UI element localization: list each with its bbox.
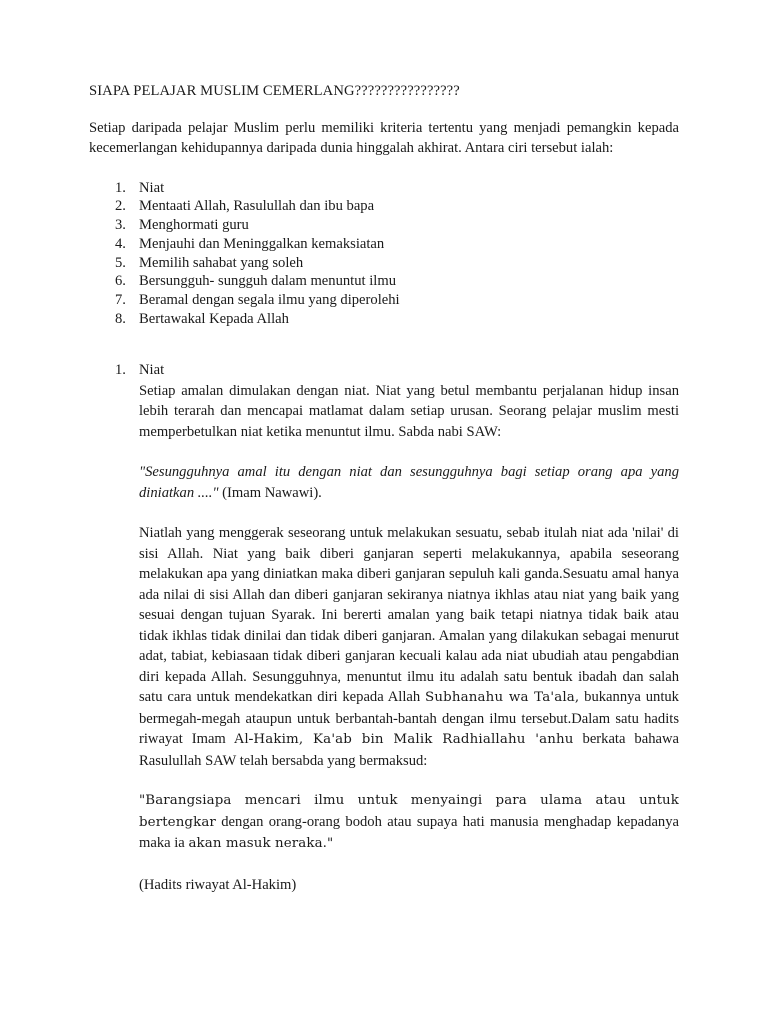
section-intro-paragraph: Setiap amalan dimulakan dengan niat. Niat yang betul membantu perjalanan hidup insan lebih terarah dan mencapai matlamat dalam setiap urusan. Seorang pelajar muslim mesti memperbetulkan niat ketika menuntut ilmu. Sabda nabi SAW: bbox=[139, 382, 679, 440]
body-run-3: bukannya untuk bermegah-megah ataupun untuk berbantah-bantah dengan ilmu tersebut.Dalam satu hadits riwayat Imam Al- bbox=[139, 689, 679, 748]
hadith-attribution: (Imam Nawawi). bbox=[218, 484, 322, 501]
final-quote-run-b: dengan orang-orang bodoh atau supaya hati manusia menghadap kepadanya maka ia bbox=[139, 813, 679, 852]
list-item bbox=[89, 179, 679, 198]
body-run-1: Niatlah yang menggerak seseorang untuk melakukan sesuatu, sebab itulah niat ada 'nilai' di sisi Allah. Niat yang baik diberi ganjaran seperti melakukannya, apabila seseorang melakukan apa yang diniatkan maka diberi ganjaran sepuluh kali ganda.Sesuatu amal hanya ada nilai di sisi Allah dan diberi ganjaran sekiranya niatnya ikhlas atau niat yang baik yang sesuai dengan tujuan Syarak. Ini bererti amalan yang baik tetapi niatnya tidak baik atau tidak ikhlas tidak dinilai dan tidak diberi ganjaran. Amalan yang dilakukan sebagai menurut adat, tabiat, kebiasaan tidak diberi ganjaran kecuali kalau ada niat ubudiah atau pengabdian diri kepada Allah. Sesungguhnya, menuntut ilmu itu adalah satu bentuk ibadah dan salah satu cara untuk mendekatkan diri kepada Allah bbox=[139, 525, 679, 706]
spacer bbox=[139, 442, 679, 462]
list-item-label: Bersungguh- sungguh dalam menuntut ilmu bbox=[139, 273, 396, 290]
hadith-quote-text: "Sesungguhnya amal itu dengan niat dan sesungguhnya bagi setiap orang apa yang diniatkan ...." bbox=[139, 464, 679, 501]
list-item-label: Menghormati guru bbox=[139, 217, 249, 234]
list-item-number: 4. bbox=[115, 235, 126, 252]
final-quote-run-a: "Barangsiapa mencari ilmu untuk menyaingi para ulama atau untuk bertengkar bbox=[139, 793, 679, 830]
body-run-5: berkata bahawa Rasulullah SAW telah bersabda yang bermaksud: bbox=[139, 731, 679, 769]
list-item-number: 2. bbox=[115, 198, 126, 215]
list-item-label: Menjauhi dan Meninggalkan kemaksiatan bbox=[139, 235, 385, 252]
list-item-label: Bertawakal Kepada Allah bbox=[139, 310, 289, 327]
list-item-number: 7. bbox=[115, 291, 126, 308]
spacer bbox=[139, 503, 679, 523]
list-item-number: 3. bbox=[115, 217, 126, 234]
spacer bbox=[139, 771, 679, 791]
document-content bbox=[89, 82, 679, 895]
list-item bbox=[89, 291, 679, 310]
list-item-label: Beramal dengan segala ilmu yang diperolehi bbox=[139, 291, 400, 308]
section-number: 1. bbox=[115, 362, 126, 379]
list-item bbox=[89, 272, 679, 291]
list-item-number: 1. bbox=[115, 179, 126, 196]
spacer bbox=[89, 328, 679, 360]
list-item-label: Memilih sahabat yang soleh bbox=[139, 254, 304, 271]
hadith-quote-alhakim bbox=[139, 791, 679, 855]
list-item-number: 6. bbox=[115, 273, 126, 290]
page-title: SIAPA PELAJAR MUSLIM CEMERLANG???????????????? bbox=[89, 83, 460, 99]
list-item-number: 5. bbox=[115, 254, 126, 271]
hadith-source-line: (Hadits riwayat Al-Hakim) bbox=[139, 876, 297, 893]
section-niat bbox=[89, 360, 679, 895]
final-quote-run-c: akan masuk neraka." bbox=[188, 836, 334, 852]
spacer bbox=[89, 169, 679, 179]
list-item bbox=[89, 235, 679, 254]
intro-paragraph: Setiap daripada pelajar Muslim perlu memiliki kriteria tertentu yang menjadi pemangkin kepada kecemerlangan kehidupannya daripada dunia hinggalah akhirat. Antara ciri tersebut ialah: bbox=[89, 119, 679, 157]
list-item-label: Niat bbox=[139, 179, 165, 196]
section-heading: Niat bbox=[139, 362, 165, 379]
section-body-paragraph bbox=[139, 523, 679, 771]
list-item bbox=[89, 254, 679, 273]
body-run-2-altfont: Subhanahu wa Ta'ala, bbox=[425, 690, 580, 706]
list-item-label: Mentaati Allah, Rasulullah dan ibu bapa bbox=[139, 198, 375, 215]
list-item bbox=[89, 216, 679, 235]
list-item bbox=[89, 197, 679, 216]
list-item bbox=[89, 310, 679, 329]
hadith-quote-nawawi bbox=[139, 462, 679, 503]
body-run-4-altfont: Hakim, Ka'ab bin Malik Radhiallahu 'anhu bbox=[253, 732, 574, 748]
spacer bbox=[139, 855, 679, 875]
list-item-number: 8. bbox=[115, 310, 126, 327]
criteria-list bbox=[89, 179, 679, 329]
